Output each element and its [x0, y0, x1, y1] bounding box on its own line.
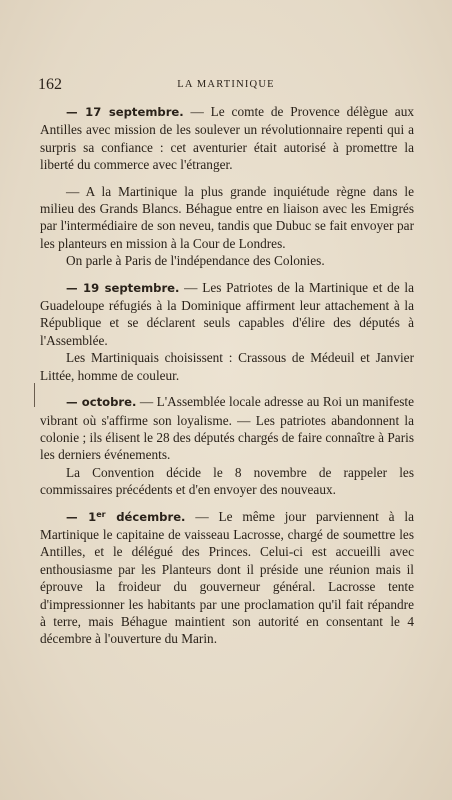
entry-followup [40, 349, 414, 384]
page-body [40, 103, 414, 648]
entry-text: — Le même jour parviennent à la Martinique le capitaine de vaisseau Lacrosse, chargé de soumettre les Antilles, et le délégué des Princes. Celui-ci est accueilli avec enthousiasme par les Planteurs dont il préside une réunion mais il éprouve la froideur du gouverneur général. Lacrosse tente d'impressionner les habitants par une proclamation qu'il fait répandre à terre, mais Béhague maintient son autorité en consentant le 4 décembre à l'ouverture du Marin. [40, 508, 414, 647]
entry-octobre [40, 393, 414, 464]
entry-19-septembre [40, 279, 414, 350]
entry-date: — octobre. [66, 395, 137, 410]
entry-followup [40, 252, 414, 269]
entry-text: — A la Martinique la plus grande inquiétude règne dans le milieu des Grands Blancs. Béhague entre en liaison avec les Emigrés par l'intermédiaire de son neveu, tandis que Dubuc se fait envoyer par les planteurs en mission à la Cour de Londres. [40, 183, 414, 251]
entry-text: — Les Patriotes de la Martinique et de la Guadeloupe réfugiés à la Dominique affirment leur attachement à la République et se déclarent seuls capables d'élire des députés à l'Assemblée. [40, 279, 415, 348]
entry-text: — Le comte de Provence délègue aux Antilles avec mission de les soulever un révolutionnaire repenti qui a surpris sa confiance : cet aventurier était autorisé à promettre la liberté du commerce avec l'étranger. [40, 104, 414, 173]
entry-extra-text: On parle à Paris de l'indépendance des Colonies. [66, 253, 325, 269]
entry-1er-decembre [40, 508, 414, 648]
running-title: LA MARTINIQUE [177, 79, 275, 90]
entry-text: — L'Assemblée locale adresse au Roi un manifeste vibrant où s'affirme son loyalisme. — Les patriotes abandonnent la colonie ; ils élisent le 28 des députés chargés de faire connaître à Paris les derniers événements. [40, 394, 415, 463]
entry-martinique-inquietude [40, 183, 414, 253]
entry-date: — 17 septembre. [66, 105, 184, 119]
margin-pencil-mark [34, 383, 35, 407]
entry-extra-text: La Convention décide le 8 novembre de rappeler les commissaires précédents et d'en envoyer des nouveaux. [40, 464, 414, 498]
entry-extra-text: Les Martiniquais choisissent : Crassous de Médeuil et Janvier Littée, homme de couleur. [40, 350, 414, 383]
entry-date-superscript: er [96, 509, 106, 519]
entry-date: — 19 septembre. [66, 280, 180, 295]
page-number: 162 [38, 76, 62, 93]
entry-followup [40, 464, 414, 499]
entry-date [66, 510, 185, 524]
page-header [38, 76, 414, 96]
entry-17-septembre [40, 103, 414, 174]
entry-date-suffix: décembre. [105, 509, 186, 524]
entry-date-prefix: — 1 [66, 509, 97, 524]
